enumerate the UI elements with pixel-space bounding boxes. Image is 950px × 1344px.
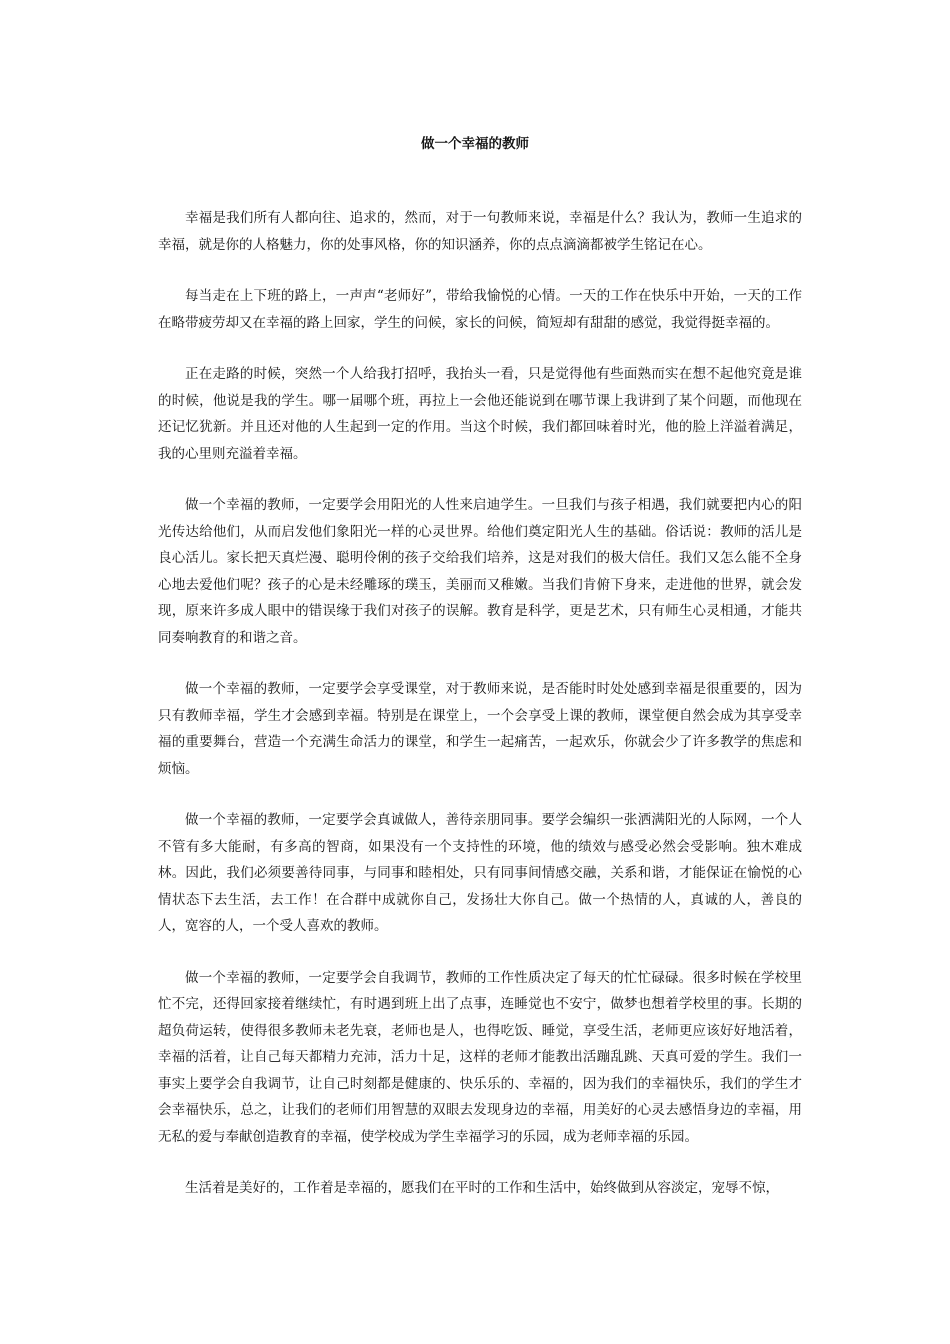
paragraph: 幸福是我们所有人都向往、追求的，然而，对于一句教师来说，幸福是什么？我认为，教师一生追求的幸福，就是你的人格魅力，你的处事风格，你的知识涵养，你的点点滴滴都被学生铭记在心。	[158, 210, 802, 253]
paragraph: 每当走在上下班的路上，一声声“老师好”，带给我愉悦的心情。一天的工作在快乐中开始，一天的工作在略带疲劳却又在幸福的路上回家，学生的问候，家长的问候，简短却有甜甜的感觉，我觉得挺幸福的。	[158, 288, 802, 331]
paragraph: 做一个幸福的教师，一定要学会用阳光的人性来启迪学生。一旦我们与孩子相遇，我们就要把内心的阳光传达给他们，从而启发他们象阳光一样的心灵世界。给他们奠定阳光人生的基础。俗话说：教师的活儿是良心活儿。家长把天真烂漫、聪明伶俐的孩子交给我们培养，这是对我们的极大信任。我们又怎么能不全身心地去爱他们呢？孩子的心是未经雕琢的璞玉，美丽而又稚嫩。当我们肯俯下身来，走进他的世界，就会发现，原来许多成人眼中的错误缘于我们对孩子的误解。教育是科学，更是艺术，只有师生心灵相通，才能共同奏响教育的和谐之音。	[158, 497, 802, 646]
paragraph: 正在走路的时候，突然一个人给我打招呼，我抬头一看，只是觉得他有些面熟而实在想不起他究竟是谁的时候，他说是我的学生。哪一届哪个班，再拉上一会他还能说到在哪节课上我讲到了某个问题，而他现在还记忆犹新。并且还对他的人生起到一定的作用。当这个时候，我们都回味着时光，他的脸上洋溢着满足，我的心里则充溢着幸福。	[158, 366, 802, 462]
paragraph: 做一个幸福的教师，一定要学会真诚做人，善待亲朋同事。要学会编织一张洒满阳光的人际网，一个人不管有多大能耐，有多高的智商，如果没有一个支持性的环境，他的绩效与感受必然会受影响。独木难成林。因此，我们必须要善待同事，与同事和睦相处，只有同事间情感交融，关系和谐，才能保证在愉悦的心情状态下去生活，去工作！在合群中成就你自己，发扬壮大你自己。做一个热情的人，真诚的人，善良的人，宽容的人，一个受人喜欢的教师。	[158, 812, 802, 934]
paragraph: 做一个幸福的教师，一定要学会自我调节，教师的工作性质决定了每天的忙忙碌碌。很多时候在学校里忙不完，还得回家接着继续忙，有时遇到班上出了点事，连睡觉也不安宁，做梦也想着学校里的事。长期的超负荷运转，使得很多教师未老先衰，老师也是人，也得吃饭、睡觉，享受生活，老师更应该好好地活着，幸福的活着，让自己每天都精力充沛，活力十足，这样的老师才能教出活蹦乱跳、天真可爱的学生。我们一事实上要学会自我调节，让自己时刻都是健康的、快乐乐的、幸福的，因为我们的幸福快乐，我们的学生才会幸福快乐，总之，让我们的老师们用智慧的双眼去发现身边的幸福，用美好的心灵去感悟身边的幸福，用无私的爱与奉献创造教育的幸福，使学校成为学生幸福学习的乐园，成为老师幸福的乐园。	[158, 969, 802, 1145]
paragraph: 做一个幸福的教师，一定要学会享受课堂，对于教师来说，是否能时时处处感到幸福是很重要的，因为只有教师幸福，学生才会感到幸福。特别是在课堂上，一个会享受上课的教师，课堂便自然会成为其享受幸福的重要舞台，营造一个充满生命活力的课堂，和学生一起痛苦，一起欢乐，你就会少了许多教学的焦虑和烦恼。	[158, 681, 802, 777]
paragraph: 生活着是美好的，工作着是幸福的，愿我们在平时的工作和生活中，始终做到从容淡定，宠辱不惊，	[185, 1180, 779, 1196]
document-body	[158, 205, 802, 1227]
document-title: 做一个幸福的教师	[421, 136, 529, 152]
